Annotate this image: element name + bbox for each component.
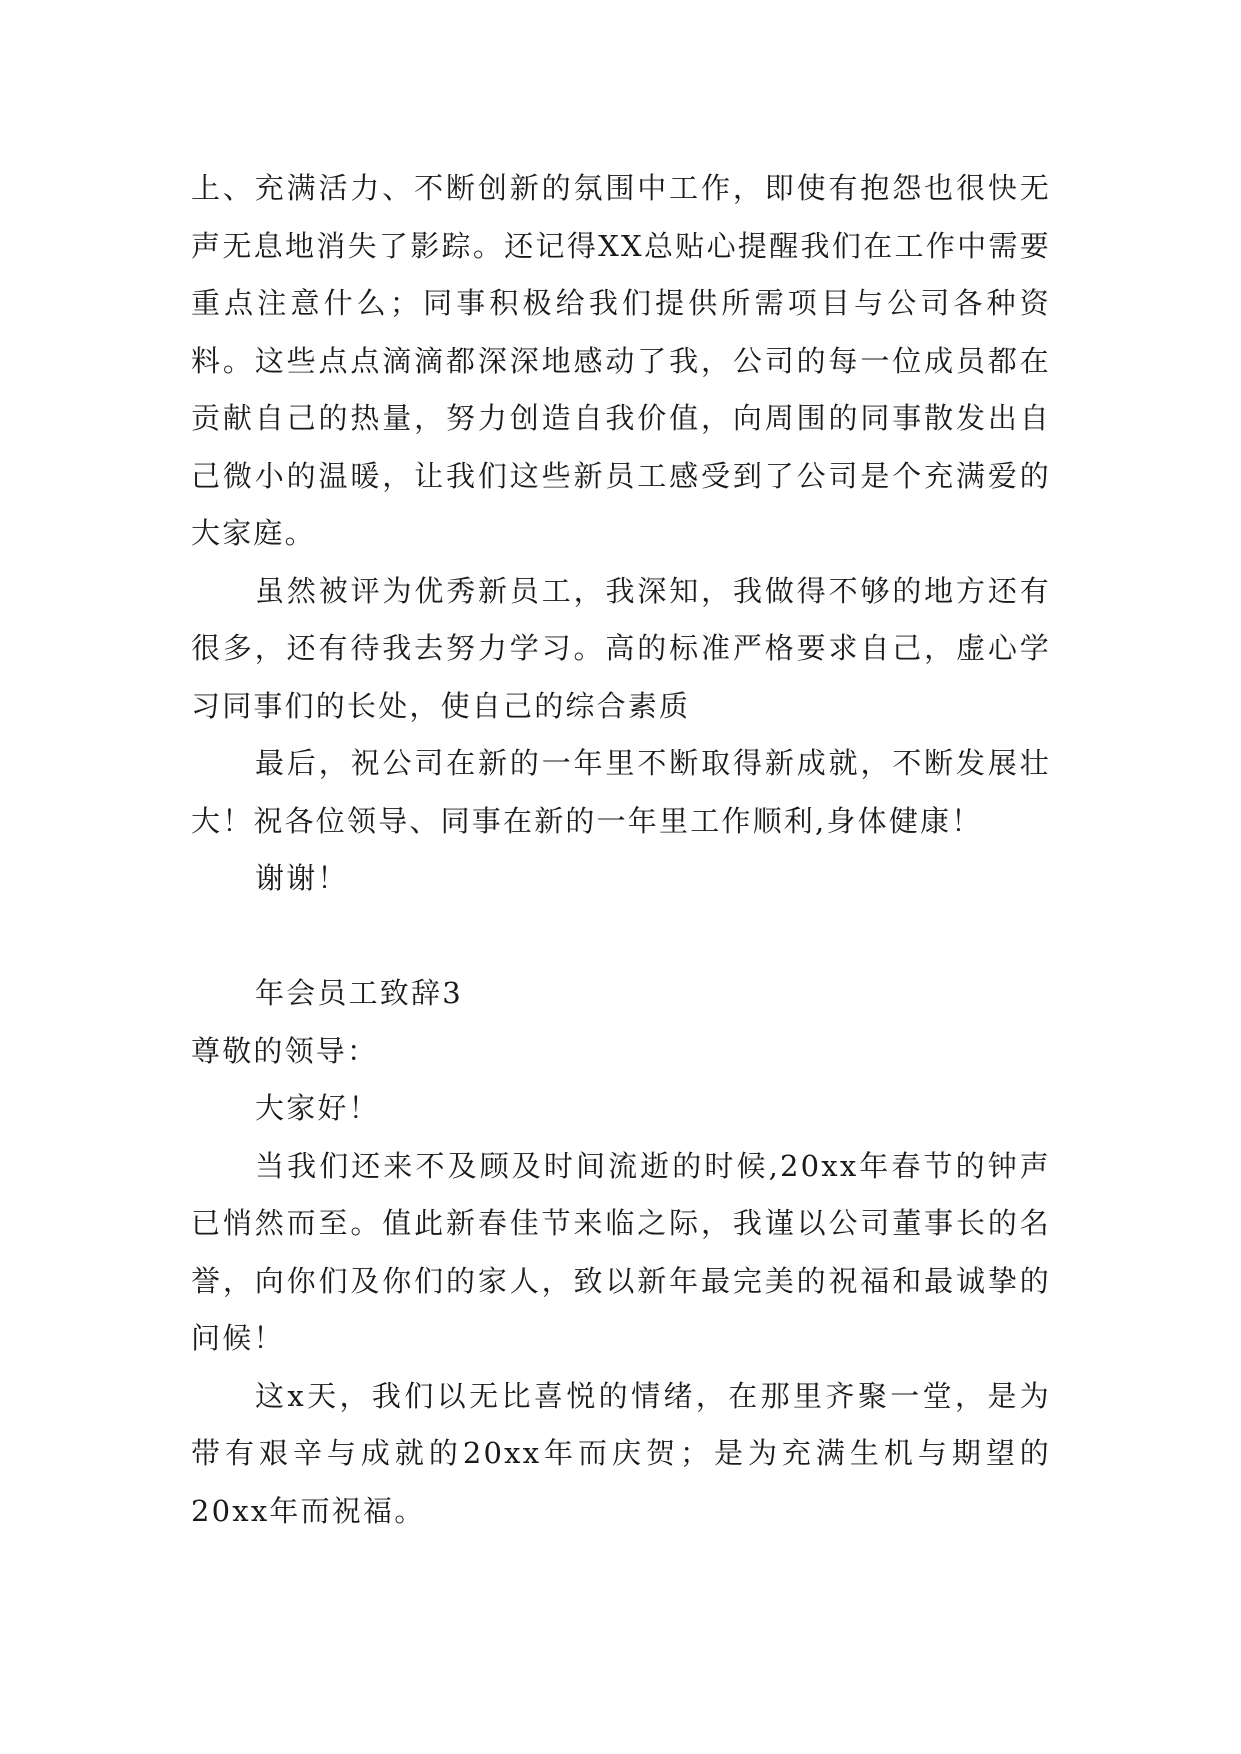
document-body (191, 160, 1051, 1540)
greeting: 大家好！ (255, 1091, 380, 1125)
paragraph-celebration: 这x天，我们以无比喜悦的情绪，在那里齐聚一堂，是为带有艰辛与成就的20xx年而庆贺；是为充满生机与期望的20xx年而祝福。 (191, 1378, 1051, 1528)
section-spacer (191, 908, 1051, 966)
paragraph-closing-wishes: 最后，祝公司在新的一年里不断取得新成就，不断发展壮大！祝各位领导、同事在新的一年里工作顺利,身体健康！ (191, 746, 1051, 838)
paragraph-self-improvement: 虽然被评为优秀新员工，我深知，我做得不够的地方还有很多，还有待我去努力学习。高的标准严格要求自己，虚心学习同事们的长处，使自己的综合素质 (191, 573, 1051, 723)
paragraph-thanks: 谢谢！ (255, 861, 349, 895)
salutation: 尊敬的领导： (191, 1033, 379, 1068)
paragraph-company-atmosphere: 上、充满活力、不断创新的氛围中工作，即使有抱怨也很快无声无息地消失了影踪。还记得XX总贴心提醒我们在工作中需要重点注意什么；同事积极给我们提供所需项目与公司各种资料。这些点点滴滴都深深地感动了我，公司的每一位成员都在贡献自己的热量，努力创造自我价值，向周围的同事散发出自己微小的温暖，让我们这些新员工感受到了公司是个充满爱的大家庭。 (191, 171, 1051, 550)
section-heading: 年会员工致辞3 (255, 976, 463, 1010)
paragraph-new-year: 当我们还来不及顾及时间流逝的时候,20xx年春节的钟声已悄然而至。值此新春佳节来临之际，我谨以公司董事长的名誉，向你们及你们的家人，致以新年最完美的祝福和最诚挚的问候！ (191, 1148, 1051, 1355)
